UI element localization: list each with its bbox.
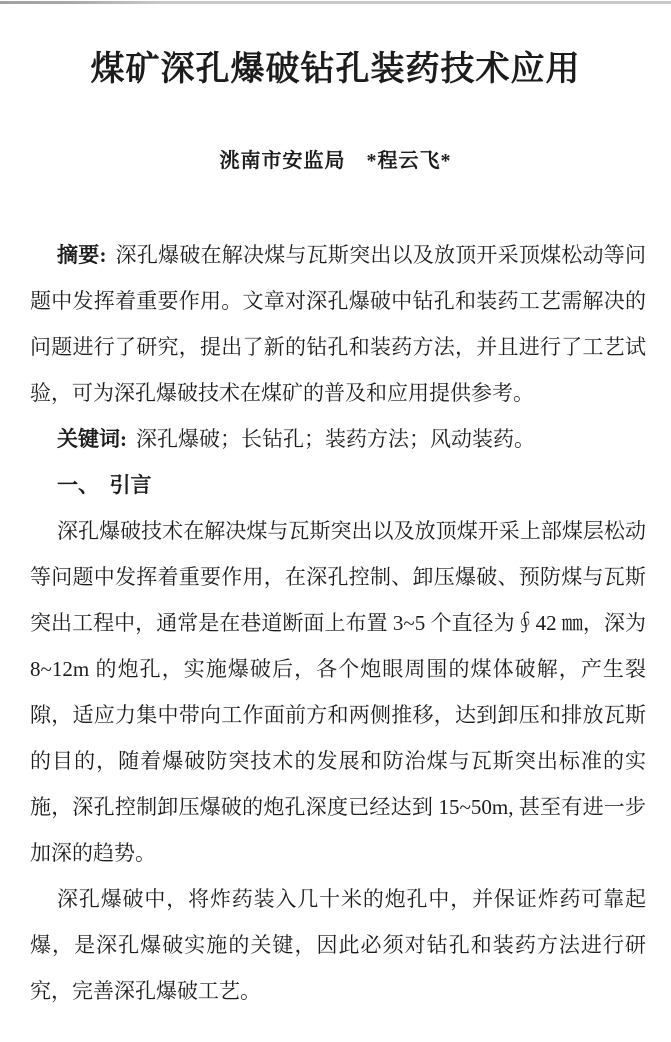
keywords-paragraph bbox=[30, 416, 646, 462]
keywords-text: 深孔爆破；长钻孔；装药方法；风动装药。 bbox=[136, 427, 535, 451]
abstract-label: 摘要: bbox=[57, 243, 107, 267]
abstract-paragraph bbox=[30, 232, 646, 416]
page-top-border bbox=[0, 1, 671, 4]
section-heading-introduction: 一、 引言 bbox=[57, 473, 152, 497]
body-paragraph-1: 深孔爆破技术在解决煤与瓦斯突出以及放顶煤开采上部煤层松动等问题中发挥着重要作用，在深孔控制、卸压爆破、预防煤与瓦斯突出工程中，通常是在巷道断面上布置 3~5 个直径为∮42 ㎜，深为 8~12m 的炮孔，实施爆破后，各个炮眼周围的煤体破解，产生裂隙，适应力集中带向工作面前方和两侧推移，达到卸压和排放瓦斯的目的，随着爆破防突技术的发展和防治煤与瓦斯突出标准的实施，深孔控制卸压爆破的炮孔深度已经达到 15~50m, 甚至有进一步加深的趋势。 bbox=[30, 519, 646, 865]
abstract-text: 深孔爆破在解决煤与瓦斯突出以及放顶开采顶煤松动等问题中发挥着重要作用。文章对深孔爆破中钻孔和装药工艺需解决的问题进行了研究，提出了新的钻孔和装药方法，并且进行了工艺试验，可为深孔爆破技术在煤矿的普及和应用提供参考。 bbox=[30, 243, 646, 405]
document-body bbox=[30, 232, 646, 1014]
body-paragraph-2: 深孔爆破中，将炸药装入几十米的炮孔中，并保证炸药可靠起爆，是深孔爆破实施的关键，因此必须对钻孔和装药方法进行研究，完善深孔爆破工艺。 bbox=[30, 887, 646, 1003]
author-line: 洮南市安监局 *程云飞* bbox=[219, 150, 452, 172]
keywords-label: 关键词: bbox=[57, 427, 127, 451]
document-title: 煤矿深孔爆破钻孔装药技术应用 bbox=[90, 51, 581, 88]
